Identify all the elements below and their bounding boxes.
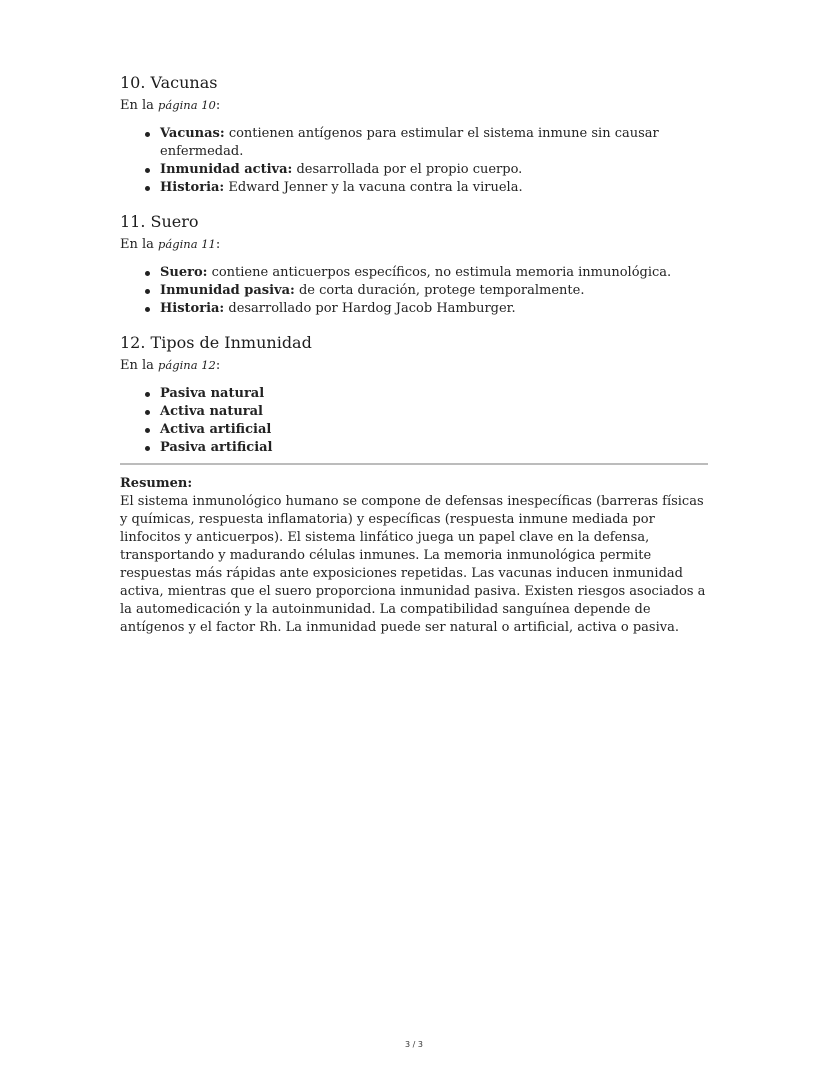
item-term: Inmunidad pasiva:	[160, 283, 295, 298]
item-term: Activa artificial	[160, 422, 272, 437]
item-text: desarrollado por Hardog Jacob Hamburger.	[224, 301, 516, 316]
list-item	[160, 161, 708, 179]
section-tipos-inmunidad	[120, 332, 708, 457]
item-term: Inmunidad activa:	[160, 162, 293, 177]
document-page	[120, 72, 708, 637]
horizontal-divider	[120, 463, 708, 465]
item-text: contiene anticuerpos específicos, no estimula memoria inmunológica.	[207, 265, 672, 280]
item-term: Suero:	[160, 265, 208, 280]
section-intro	[120, 235, 708, 254]
section-intro	[120, 96, 708, 115]
page-reference: página 10	[158, 98, 216, 112]
bullet-list	[120, 264, 708, 318]
list-item	[160, 125, 708, 161]
intro-prefix: En la	[120, 98, 159, 113]
page-reference: página 12	[158, 358, 216, 372]
item-term: Activa natural	[160, 404, 263, 419]
section-intro	[120, 356, 708, 375]
intro-suffix: :	[215, 98, 221, 113]
item-term: Historia:	[160, 180, 225, 195]
item-text: desarrollada por el propio cuerpo.	[292, 162, 523, 177]
list-item	[160, 385, 708, 403]
item-text: Edward Jenner y la vacuna contra la viruela.	[224, 180, 523, 195]
section-title: 11. Suero	[120, 212, 199, 231]
page-reference: página 11	[158, 237, 216, 251]
summary-title: Resumen:	[120, 476, 193, 491]
section-suero	[120, 211, 708, 318]
bullet-list	[120, 125, 708, 197]
list-item	[160, 264, 708, 282]
item-term: Vacunas:	[160, 126, 225, 141]
list-item	[160, 179, 708, 197]
summary-block	[120, 475, 708, 637]
item-text: contienen antígenos para estimular el sistema inmune sin causar enfermedad.	[160, 126, 659, 159]
item-term: Pasiva natural	[160, 386, 265, 401]
intro-suffix: :	[215, 237, 221, 252]
section-title: 10. Vacunas	[120, 73, 218, 92]
section-title: 12. Tipos de Inmunidad	[120, 333, 312, 352]
list-item	[160, 421, 708, 439]
item-term: Pasiva artificial	[160, 440, 273, 455]
list-item	[160, 300, 708, 318]
item-term: Historia:	[160, 301, 225, 316]
page-number: 3 / 3	[405, 1040, 423, 1049]
list-item	[160, 439, 708, 457]
summary-body: El sistema inmunológico humano se compone de defensas inespecíficas (barreras físicas y químicas, respuesta inflamatoria) y específicas (respuesta inmune mediada por linfocitos y anticuerpos). El sistema linfático juega un papel clave en la defensa, transportando y madurando células inmunes. La memoria inmunológica permite respuestas más rápidas ante exposiciones repetidas. Las vacunas inducen inmunidad activa, mientras que el suero proporciona inmunidad pasiva. Existen riesgos asociados a la automedicación y la autoinmunidad. La compatibilidad sanguínea depende de antígenos y el factor Rh. La inmunidad puede ser natural o artificial, activa o pasiva.	[120, 494, 706, 635]
item-text: de corta duración, protege temporalmente.	[294, 283, 585, 298]
bullet-list	[120, 385, 708, 457]
section-vacunas	[120, 72, 708, 197]
intro-prefix: En la	[120, 237, 159, 252]
list-item	[160, 282, 708, 300]
list-item	[160, 403, 708, 421]
intro-suffix: :	[215, 358, 221, 373]
intro-prefix: En la	[120, 358, 159, 373]
